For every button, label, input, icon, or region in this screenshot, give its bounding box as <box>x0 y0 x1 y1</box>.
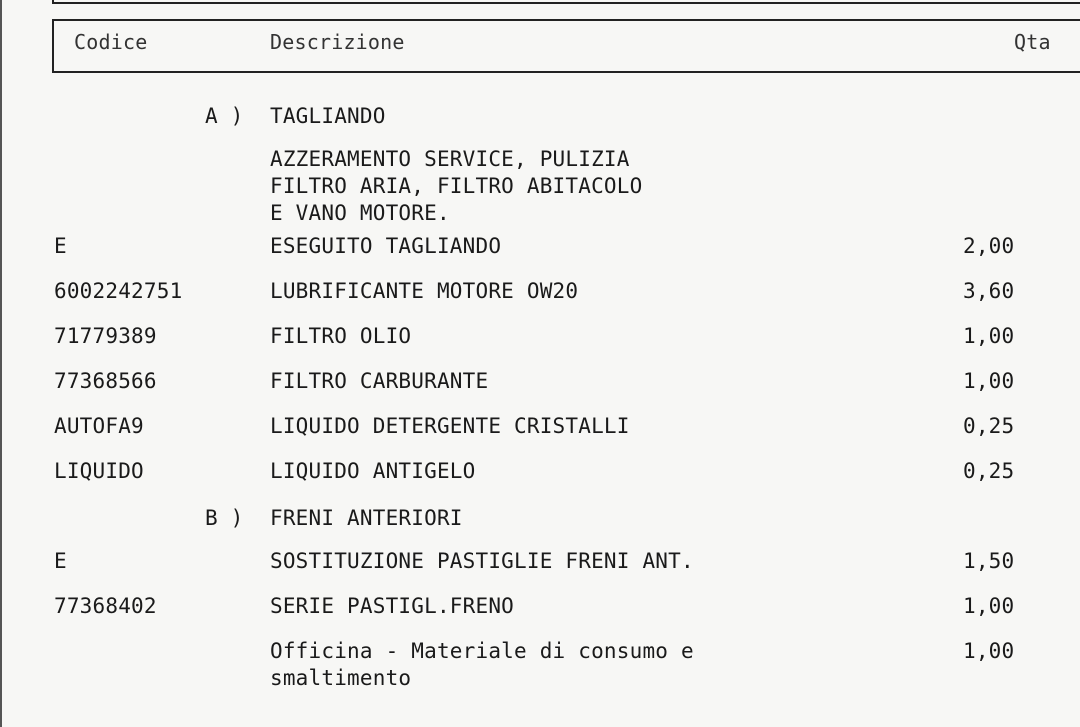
row-description: FILTRO OLIO <box>270 324 412 348</box>
row-code: 77368566 <box>54 369 157 393</box>
row-quantity: 1,50 <box>963 549 1015 573</box>
row-code: 6002242751 <box>54 279 183 303</box>
row-description: LIQUIDO ANTIGELO <box>270 459 476 483</box>
row-description: ESEGUITO TAGLIANDO <box>270 234 502 258</box>
row-quantity: 1,00 <box>963 369 1015 393</box>
row-code: 77368402 <box>54 594 157 618</box>
header-quantity: Qta <box>1014 30 1051 54</box>
row-code: E <box>54 549 67 573</box>
row-quantity: 1,00 <box>963 594 1015 618</box>
page-left-edge <box>0 0 2 727</box>
row-quantity: 3,60 <box>963 279 1015 303</box>
row-description: AZZERAMENTO SERVICE, PULIZIA FILTRO ARIA, FILTRO ABITACOLO E VANO MOTORE. <box>270 147 643 225</box>
row-description: SOSTITUZIONE PASTIGLIE FRENI ANT. <box>270 549 694 573</box>
row-description: FILTRO CARBURANTE <box>270 369 489 393</box>
row-quantity: 1,00 <box>963 639 1015 663</box>
header-description: Descrizione <box>270 30 405 54</box>
section-label: A ) <box>205 104 244 128</box>
row-quantity: 1,00 <box>963 324 1015 348</box>
table-header <box>52 19 1080 73</box>
row-description: LIQUIDO DETERGENTE CRISTALLI <box>270 414 630 438</box>
row-code: E <box>54 234 67 258</box>
row-code: 71779389 <box>54 324 157 348</box>
row-description: Officina - Materiale di consumo e smaltimento <box>270 639 694 690</box>
section-label: B ) <box>205 506 244 530</box>
row-description: SERIE PASTIGL.FRENO <box>270 594 515 618</box>
row-code: AUTOFA9 <box>54 414 144 438</box>
row-code: LIQUIDO <box>54 459 144 483</box>
section-title: FRENI ANTERIORI <box>270 506 463 530</box>
row-quantity: 2,00 <box>963 234 1015 258</box>
row-description: LUBRIFICANTE MOTORE OW20 <box>270 279 579 303</box>
section-title: TAGLIANDO <box>270 104 386 128</box>
row-quantity: 0,25 <box>963 459 1015 483</box>
previous-section-box <box>52 0 1080 4</box>
row-quantity: 0,25 <box>963 414 1015 438</box>
header-code: Codice <box>74 30 148 54</box>
